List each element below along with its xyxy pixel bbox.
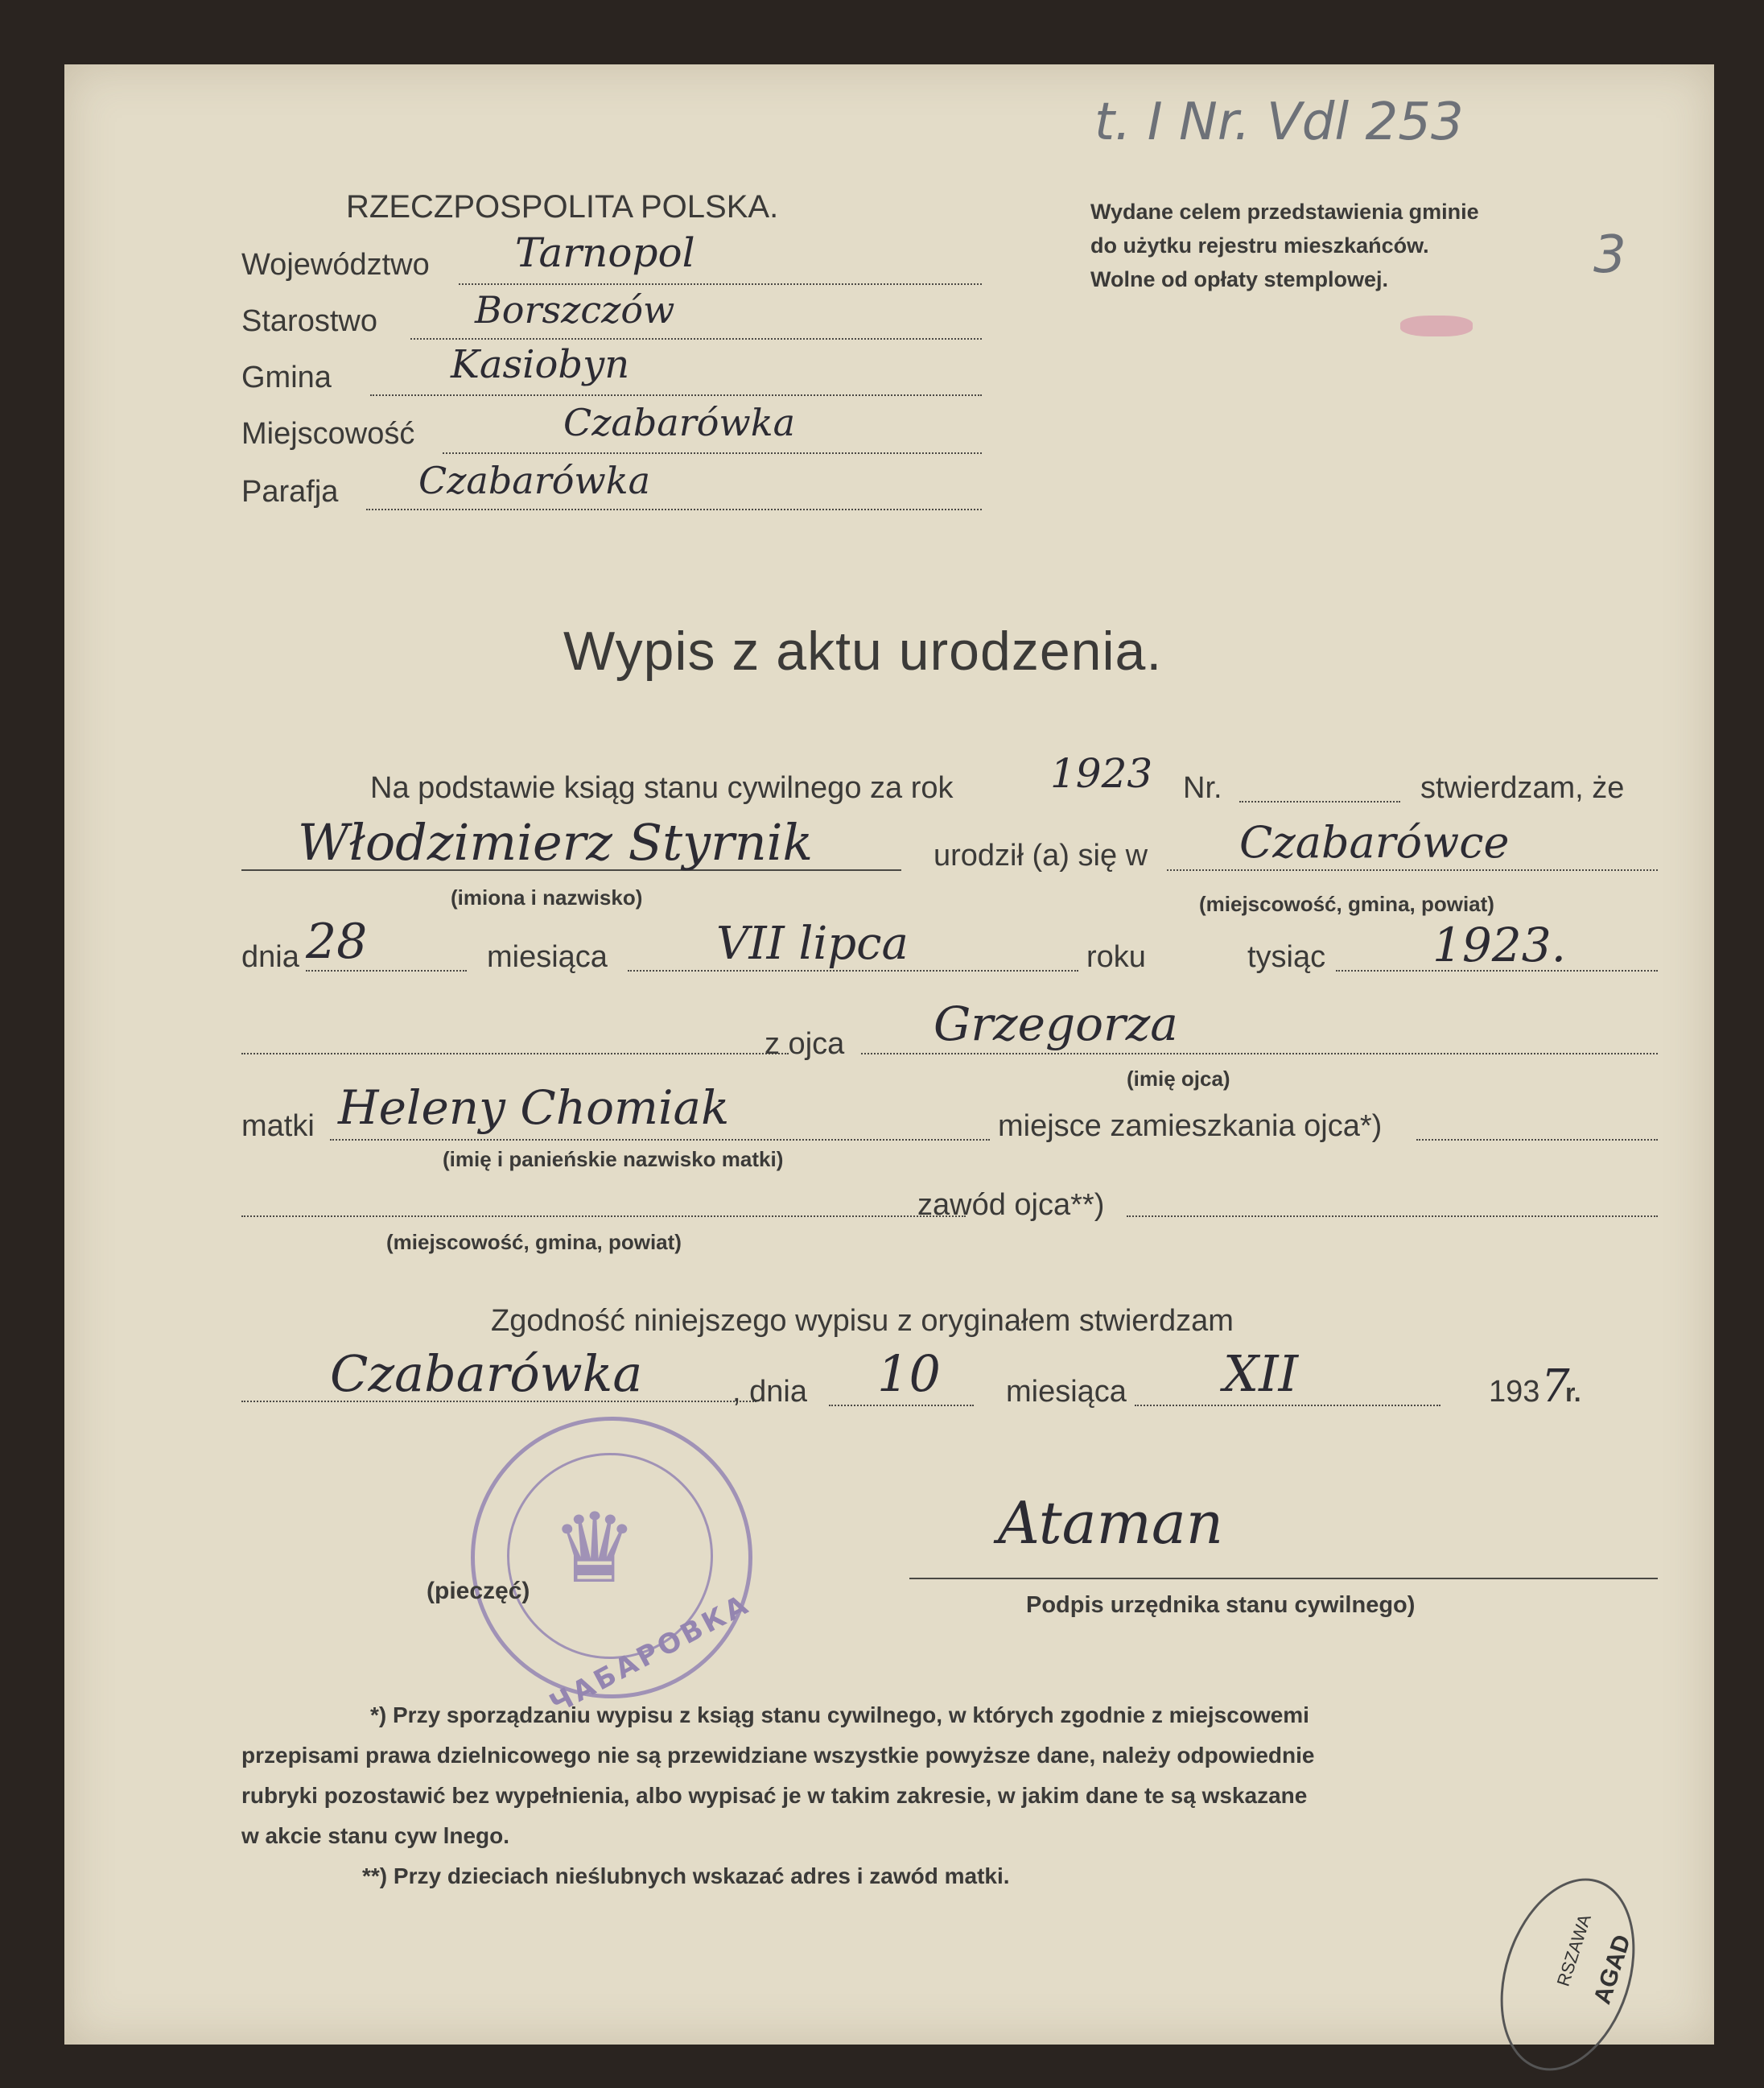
mother-line	[330, 1139, 990, 1141]
starostwo-line	[410, 338, 982, 340]
birth-day: 28	[306, 914, 368, 970]
record-year: 1923	[1050, 750, 1153, 797]
pink-mark	[1400, 316, 1473, 336]
issue-year-suffix: r.	[1565, 1378, 1581, 1407]
note-line-3: Wolne od opłaty stemplowej.	[1090, 267, 1389, 291]
child-name: Włodzimierz Styrnik	[298, 813, 814, 872]
document-sheet	[64, 64, 1714, 2045]
pieczec-label: (pieczęć)	[427, 1578, 530, 1604]
mother-name: Heleny Chomiak	[338, 1080, 730, 1135]
gmina-label: Gmina	[241, 361, 332, 394]
zawod-label: zawód ojca**)	[917, 1188, 1105, 1222]
imie-matki-caption: (imię i panieńskie nazwisko matki)	[443, 1147, 784, 1171]
footnote-1-line-1: *) Przy sporządzaniu wypisu z ksiąg stanu cywilnego, w których zgodnie z miejscowemi	[370, 1702, 1309, 1727]
wojewodztwo-line	[459, 283, 982, 285]
wojewodztwo-value: Tarnopol	[515, 229, 695, 276]
birth-place: Czabarówce	[1239, 817, 1510, 868]
tysiac-label: tysiąc	[1247, 940, 1326, 974]
stamp-text: ЧАБАРОВКА	[544, 1587, 756, 1721]
starostwo-value: Borszczów	[475, 288, 675, 332]
dnia-label: dnia	[241, 940, 299, 974]
miesiaca-label: miesiąca	[487, 940, 608, 974]
imie-ojca-caption: (imię ojca)	[1127, 1067, 1230, 1091]
miejscowosc-caption: (miejscowość, gmina, powiat)	[1199, 892, 1494, 916]
miejscowosc-caption-2: (miejscowość, gmina, powiat)	[386, 1230, 682, 1254]
miesiaca2-label: miesiąca	[1006, 1375, 1127, 1409]
month-line	[628, 970, 1078, 972]
imiona-caption: (imiona i nazwisko)	[451, 885, 643, 910]
footnote-1-line-2: przepisami prawa dzielnicowego nie są przewidziane wszystkie powyższe dane, należy odpowiednie	[241, 1743, 1315, 1768]
residence-line-2	[241, 1215, 966, 1217]
issue-month: XII	[1223, 1344, 1299, 1403]
miejscowosc-value: Czabarówka	[563, 401, 796, 444]
miejscowosc-line	[443, 452, 982, 454]
parafja-label: Parafja	[241, 475, 339, 509]
footnote-2: **) Przy dzieciach nieślubnych wskazać adres i zawód matki.	[362, 1863, 1010, 1888]
note-line-2: do użytku rejestru mieszkańców.	[1090, 233, 1429, 258]
nr-label: Nr.	[1183, 771, 1222, 805]
footnote-1-line-4: w akcie stanu cyw lnego.	[241, 1823, 510, 1848]
podpis-caption: Podpis urzędnika stanu cywilnego)	[1026, 1592, 1416, 1618]
residence-line	[1416, 1139, 1658, 1141]
parafja-value: Czabarówka	[418, 459, 651, 502]
note-line-1: Wydane celem przedstawienia gminie	[1090, 200, 1479, 224]
official-signature: Ataman	[998, 1489, 1224, 1557]
birth-year: 1923.	[1432, 918, 1567, 972]
miejsce-label: miejsce zamieszkania ojca*)	[998, 1109, 1383, 1143]
urodzil-label: urodził (a) się w	[934, 839, 1148, 873]
pre-father-line	[241, 1053, 789, 1054]
pencil-number: 3	[1593, 225, 1626, 285]
birth-month: VII lipca	[716, 918, 909, 970]
miejscowosc-label: Miejscowość	[241, 417, 415, 451]
republic-heading: RZECZPOSPOLITA POLSKA.	[346, 189, 779, 225]
issue-place: Czabarówka	[330, 1344, 643, 1403]
roku-label: roku	[1086, 940, 1146, 974]
gmina-line	[370, 394, 982, 396]
pencil-reference: t. I Nr. Vdl 253	[1094, 93, 1464, 152]
issue-year-prefix: 193	[1489, 1375, 1540, 1409]
signature-line	[909, 1578, 1658, 1579]
line1-text: Na podstawie ksiąg stanu cywilnego za rok	[370, 771, 954, 805]
archive-stamp-line-2: AGAD	[1589, 1931, 1637, 2008]
month2-line	[1135, 1405, 1440, 1406]
footnote-1-line-3: rubryki pozostawić bez wypełnienia, albo wypisać je w takim zakresie, w jakim dane te są wskazane	[241, 1783, 1308, 1808]
archive-stamp-line-1: RSZAWA	[1552, 1912, 1595, 1989]
day2-line	[829, 1405, 974, 1406]
wojewodztwo-label: Województwo	[241, 248, 430, 282]
issue-year-digit: 7	[1541, 1360, 1570, 1413]
starostwo-label: Starostwo	[241, 304, 377, 338]
dnia2-label: , dnia	[732, 1375, 807, 1409]
zgodnosc-text: Zgodność niniejszego wypisu z oryginałem stwierdzam	[491, 1304, 1234, 1338]
official-stamp	[471, 1417, 756, 1721]
document-title: Wypis z aktu urodzenia.	[563, 621, 1163, 682]
z-ojca-label: z ojca	[765, 1027, 845, 1061]
father-line	[861, 1053, 1658, 1054]
occupation-line	[1127, 1215, 1658, 1217]
stwierdzam-label: stwierdzam, że	[1420, 771, 1625, 805]
issue-day: 10	[877, 1344, 941, 1403]
matki-label: matki	[241, 1109, 315, 1143]
place-line	[1167, 869, 1658, 871]
father-name: Grzegorza	[934, 997, 1178, 1051]
nr-line	[1239, 801, 1400, 803]
gmina-value: Kasiobyn	[451, 342, 630, 387]
parafja-line	[366, 509, 982, 510]
eagle-emblem-icon: ♛	[551, 1495, 638, 1603]
day-line	[306, 970, 467, 972]
